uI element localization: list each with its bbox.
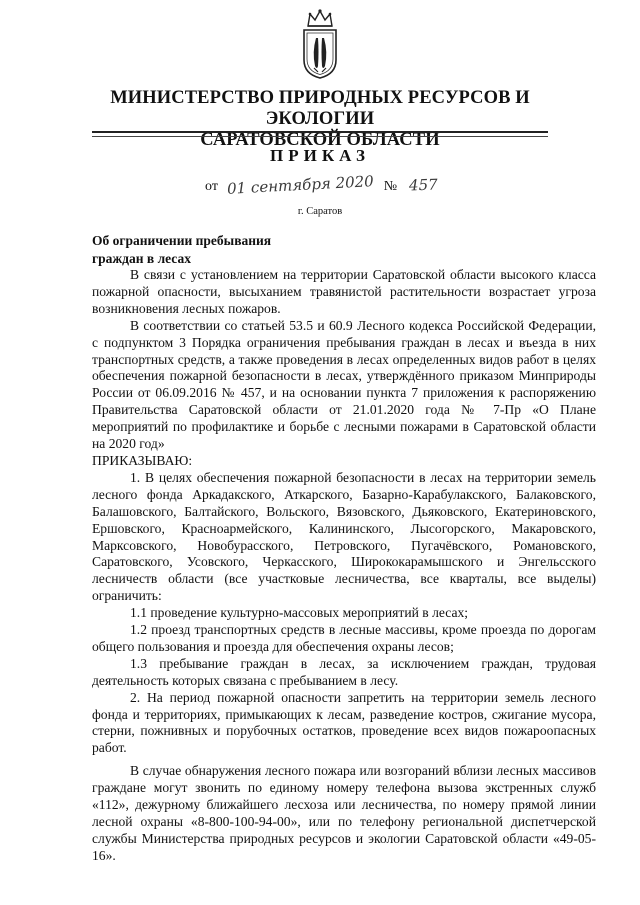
paragraph-legal-basis: В соответствии со статьей 53.5 и 60.9 Лесного кодекса Российской Федерации, с подпунктом 3 Порядка ограничения пребывания граждан в лесах и въезда в них транспортных средств, а также проведения в лесах определенных видов работ в целях обеспечения пожарной безопасности в лесах, утверждённого приказом Минприроды России от 06.09.2016 № 457, и на основании пункта 7 приложения к распоряжению Правительства Саратовской области от 21.01.2020 года № 7-Пр «О Плане мероприятий по профилактике и борьбе с лесными пожарами в Саратовской области на 2020 год» xyxy=(92,317,596,452)
issue-city: г. Саратов xyxy=(297,206,343,217)
decree-word: ПРИКАЗЫВАЮ: xyxy=(92,452,193,468)
handwritten-date: 01 сентября 2020 xyxy=(227,172,375,198)
order-body xyxy=(92,267,596,865)
order-subject xyxy=(92,232,352,268)
document-title: ПРИКАЗ xyxy=(270,146,370,165)
order-date-number-line xyxy=(205,172,438,198)
saratov-coat-of-arms-emblem xyxy=(298,8,342,80)
paragraph-item-1: 1. В целях обеспечения пожарной безопасности в лесах на территории земель лесного фонда Аркадакского, Аткарского, Базарно-Карабулакского, Балаковского, Балашовского, Балтайского, Вольского, Вязовского, Дьяковского, Екатериновского, Ершовского, Красноармейского, Калининского, Лысогорского, Макаровского, Марксовского, Новобурасского, Петровского, Пугачёвского, Романовского, Саратовского, Усовского, Черкасского, Ширококарамышского и Энгельсского лесничеств области (все участковые лесничества, все кварталы, все выделы) ограничить: xyxy=(92,469,596,604)
number-label: № xyxy=(383,179,398,194)
ministry-name-line1: МИНИСТЕРСТВО ПРИРОДНЫХ РЕСУРСОВ И ЭКОЛОГИИ xyxy=(110,88,530,129)
handwritten-number: 457 xyxy=(408,175,438,195)
paragraph-item-2: 2. На период пожарной опасности запретить на территории земель лесного фонда и территориях, примыкающих к лесам, разведение костров, сжигание мусора, стерни, пожнивных и порубочных остатков, проведение всех видов пожароопасных работ. xyxy=(92,689,596,756)
header-divider-thick xyxy=(92,131,548,133)
paragraph-emergency-contacts: В случае обнаружения лесного пожара или возгораний вблизи лесных массивов граждане могут звонить по единому номеру телефона вызова экстренных служб «112», дежурному ближайшего лесхоза или лесничества, по номеру прямой линии лесной охраны «8-800-100-94-00», или по телефону региональной диспетчерской службы Министерства природных ресурсов и экологии Саратовской области «49-05-16». xyxy=(92,763,596,863)
order-subject-line1: Об ограничении пребывания xyxy=(92,233,272,248)
paragraph-item-1-2: 1.2 проезд транспортных средств в лесные массивы, кроме проезда по дорогам общего пользования и проезда для обеспечения охраны лесов; xyxy=(92,622,596,654)
paragraph-preamble: В связи с установлением на территории Саратовской области высокого класса пожарной опасности, высыханием травянистой растительности возрастает угроза возникновения лесных пожаров. xyxy=(92,267,596,316)
paragraph-item-1-3: 1.3 пребывание граждан в лесах, за исключением граждан, трудовая деятельность которых связана с пребыванием в лесу. xyxy=(92,655,596,688)
paragraph-item-1-1: 1.1 проведение культурно-массовых мероприятий в лесах; xyxy=(130,605,469,621)
header-divider-thin xyxy=(92,136,548,137)
ministry-name xyxy=(60,88,580,151)
order-subject-line2: граждан в лесах xyxy=(92,251,191,266)
date-from-label: от xyxy=(205,179,218,194)
ministry-name-line2: САРАТОВСКОЙ ОБЛАСТИ xyxy=(200,130,440,150)
